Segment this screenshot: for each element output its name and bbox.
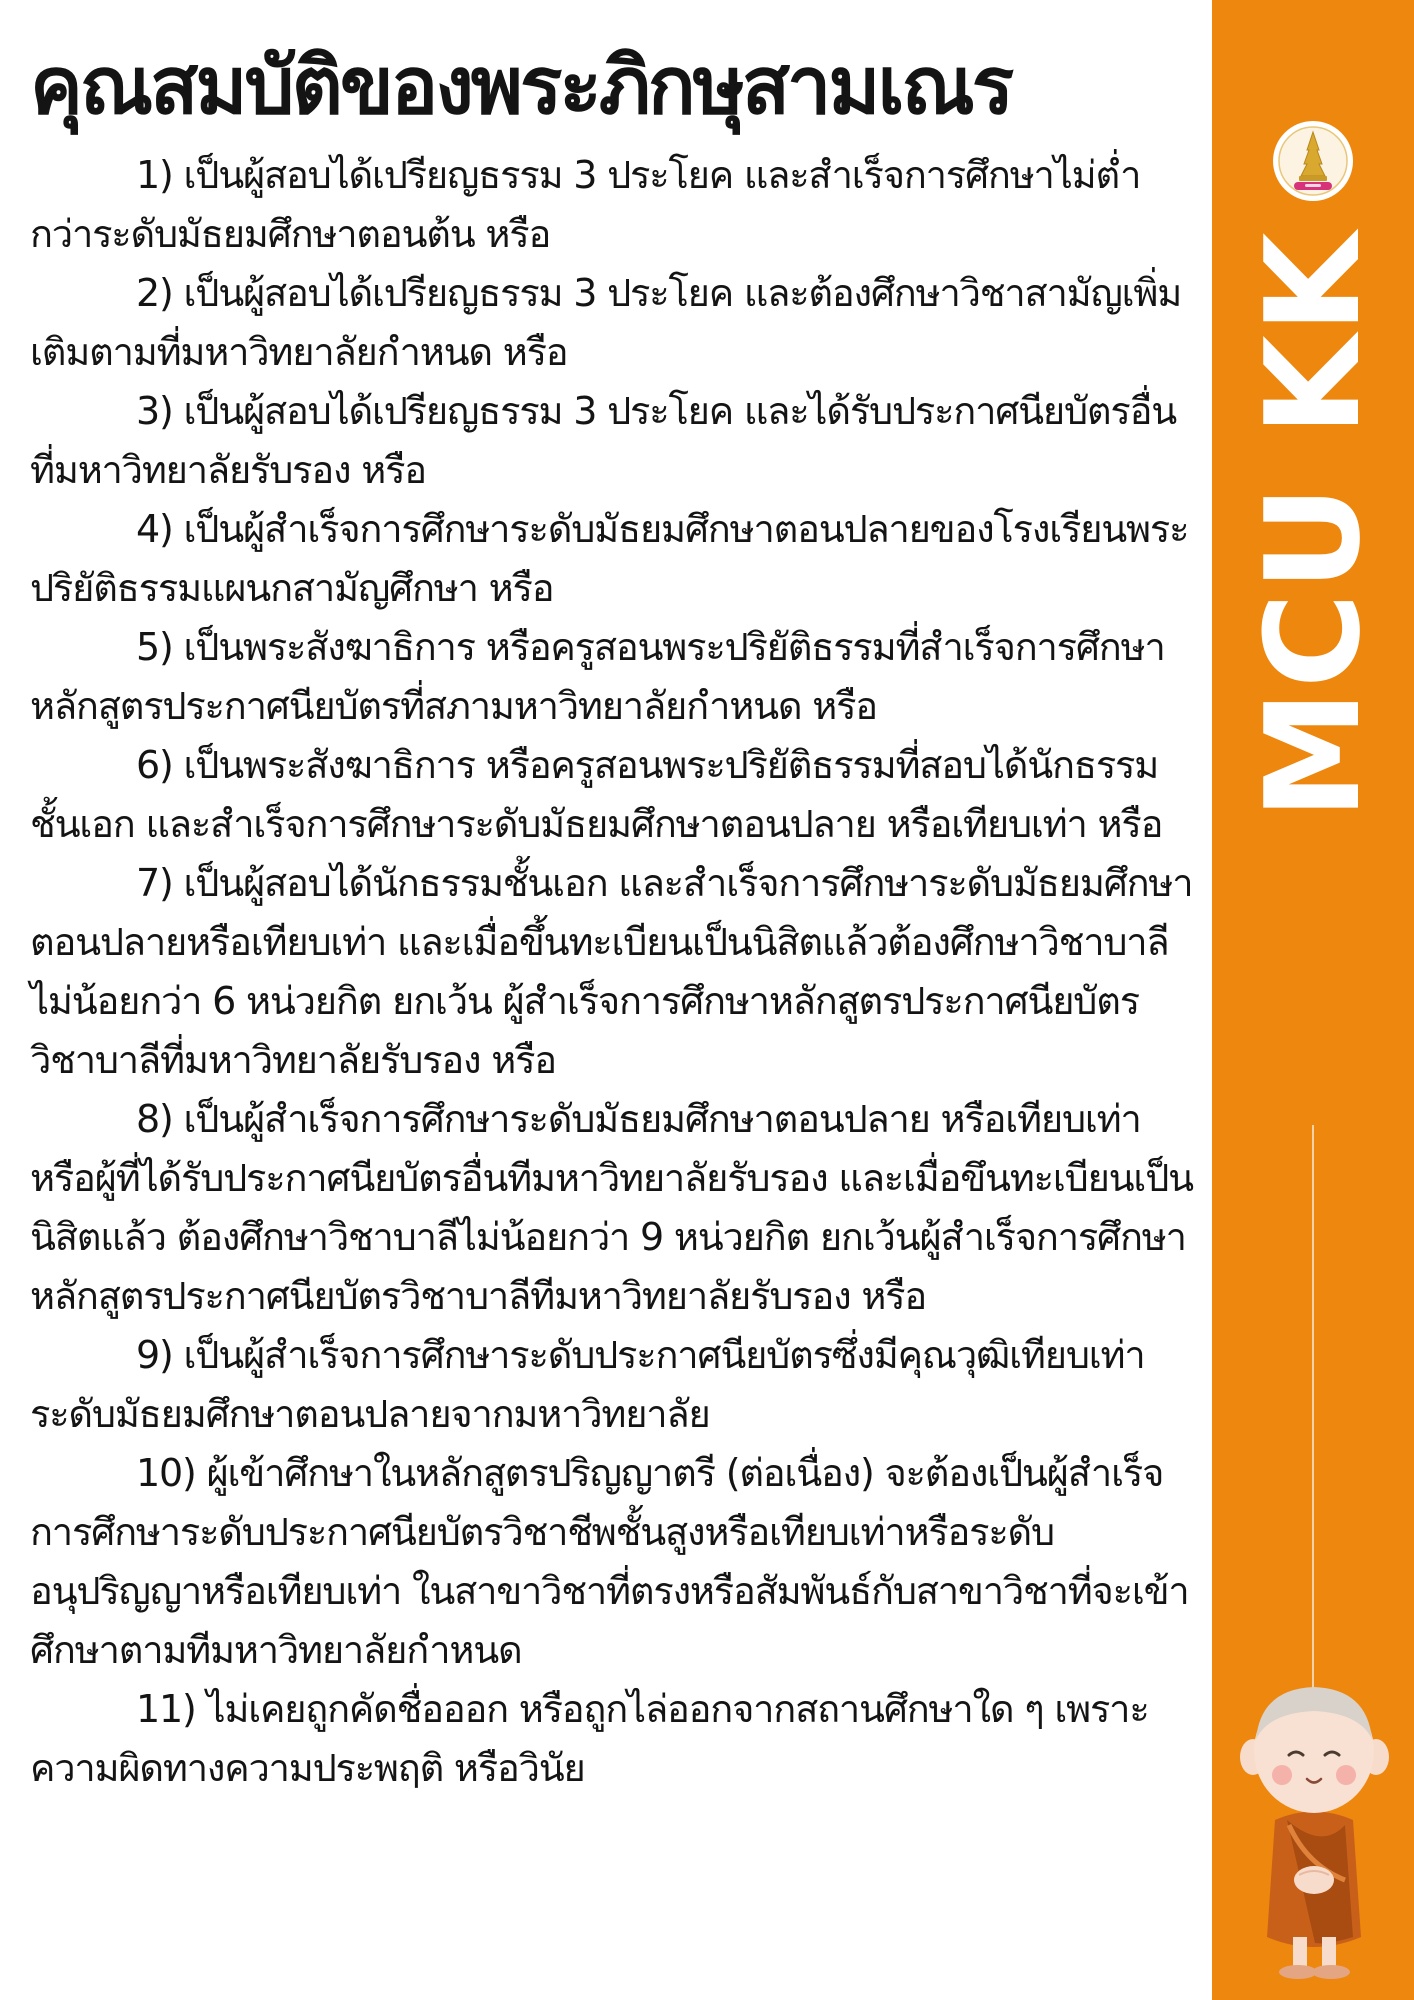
brand-text: MCU KK bbox=[1237, 230, 1389, 820]
qualification-item: 9) เป็นผู้สำเร็จการศึกษาระดับประกาศนียบัตรซึ่งมีคุณวุฒิเทียบเท่าระดับมัธยมศึกษาตอนปลายจากมหาวิทยาลัย bbox=[30, 1333, 1145, 1437]
qualification-item: 5) เป็นพระสังฆาธิการ หรือครูสอนพระปริยัติธรรมที่สำเร็จการศึกษาหลักสูตรประกาศนียบัตรที่สภามหาวิทยาลัยกำหนด หรือ bbox=[30, 625, 1165, 729]
qualification-item: 10) ผู้เข้าศึกษาในหลักสูตรปริญญาตรี (ต่อเนื่อง) จะต้องเป็นผู้สำเร็จการศึกษาระดับประกาศนียบัตรวิชาชีพชั้นสูงหรือเทียบเท่าหรือระดับอนุปริญญาหรือเทียบเท่า ในสาขาวิชาที่ตรงหรือสัมพันธ์กับสาขาวิชาที่จะเข้าศึกษาตามทีมหาวิทยาลัยกำหนด bbox=[30, 1451, 1189, 1673]
qualification-item: 3) เป็นผู้สอบได้เปรียญธรรม 3 ประโยค และได้รับประกาศนียบัตรอื่นที่มหาวิทยาลัยรับรอง หรือ bbox=[30, 389, 1177, 493]
qualification-item: 7) เป็นผู้สอบได้นักธรรมชั้นเอก และสำเร็จการศึกษาระดับมัธยมศึกษาตอนปลายหรือเทียบเท่า และเมื่อขึ้นทะเบียนเป็นนิสิตแล้วต้องศึกษาวิชาบาลี ไม่น้อยกว่า 6 หน่วยกิต ยกเว้น ผู้สำเร็จการศึกษาหลักสูตรประกาศนียบัตรวิชาบาลีที่มหาวิทยาลัยรับรอง หรือ bbox=[30, 861, 1193, 1083]
qualification-list bbox=[30, 146, 1198, 1798]
qualification-item: 11) ไม่เคยถูกคัดชื่อออก หรือถูกไล่ออกจากสถานศึกษาใด ๆ เพราะความผิดทางความประพฤติ หรือวินัย bbox=[30, 1687, 1149, 1791]
main-content bbox=[30, 38, 1198, 1798]
qualification-item: 6) เป็นพระสังฆาธิการ หรือครูสอนพระปริยัติธรรมที่สอบได้นักธรรมชั้นเอก และสำเร็จการศึกษาระดับมัธยมศึกษาตอนปลาย หรือเทียบเท่า หรือ bbox=[30, 743, 1163, 847]
qualification-item: 2) เป็นผู้สอบได้เปรียญธรรม 3 ประโยค และต้องศึกษาวิชาสามัญเพิ่มเติมตามที่มหาวิทยาลัยกำหนด หรือ bbox=[30, 271, 1182, 375]
qualification-item: 4) เป็นผู้สำเร็จการศึกษาระดับมัธยมศึกษาตอนปลายของโรงเรียนพระปริยัติธรรมแผนกสามัญศึกษา หรือ bbox=[30, 507, 1189, 611]
qualification-item: 1) เป็นผู้สอบได้เปรียญธรรม 3 ประโยค และสำเร็จการศึกษาไม่ต่ำกว่าระดับมัธยมศึกษาตอนต้น หรือ bbox=[30, 153, 1141, 257]
page-title: คุณสมบัติของพระภิกษุสามเณร bbox=[30, 40, 1012, 132]
sidebar-banner bbox=[1212, 0, 1414, 2000]
divider-line bbox=[1312, 1125, 1314, 1695]
novice-monk-mascot-icon bbox=[1227, 1675, 1402, 1990]
university-emblem-icon bbox=[1272, 120, 1354, 202]
qualification-item: 8) เป็นผู้สำเร็จการศึกษาระดับมัธยมศึกษาตอนปลาย หรือเทียบเท่า หรือผู้ที่ได้รับประกาศนียบัตรอื่นทีมหาวิทยาลัยรับรอง และเมื่อขึนทะเบียนเป็นนิสิตแล้ว ต้องศึกษาวิชาบาลีไม่น้อยกว่า 9 หน่วยกิต ยกเว้นผู้สำเร็จการศึกษาหลักสูตรประกาศนียบัตรวิชาบาลีทีมหาวิทยาลัยรับรอง หรือ bbox=[30, 1097, 1193, 1319]
